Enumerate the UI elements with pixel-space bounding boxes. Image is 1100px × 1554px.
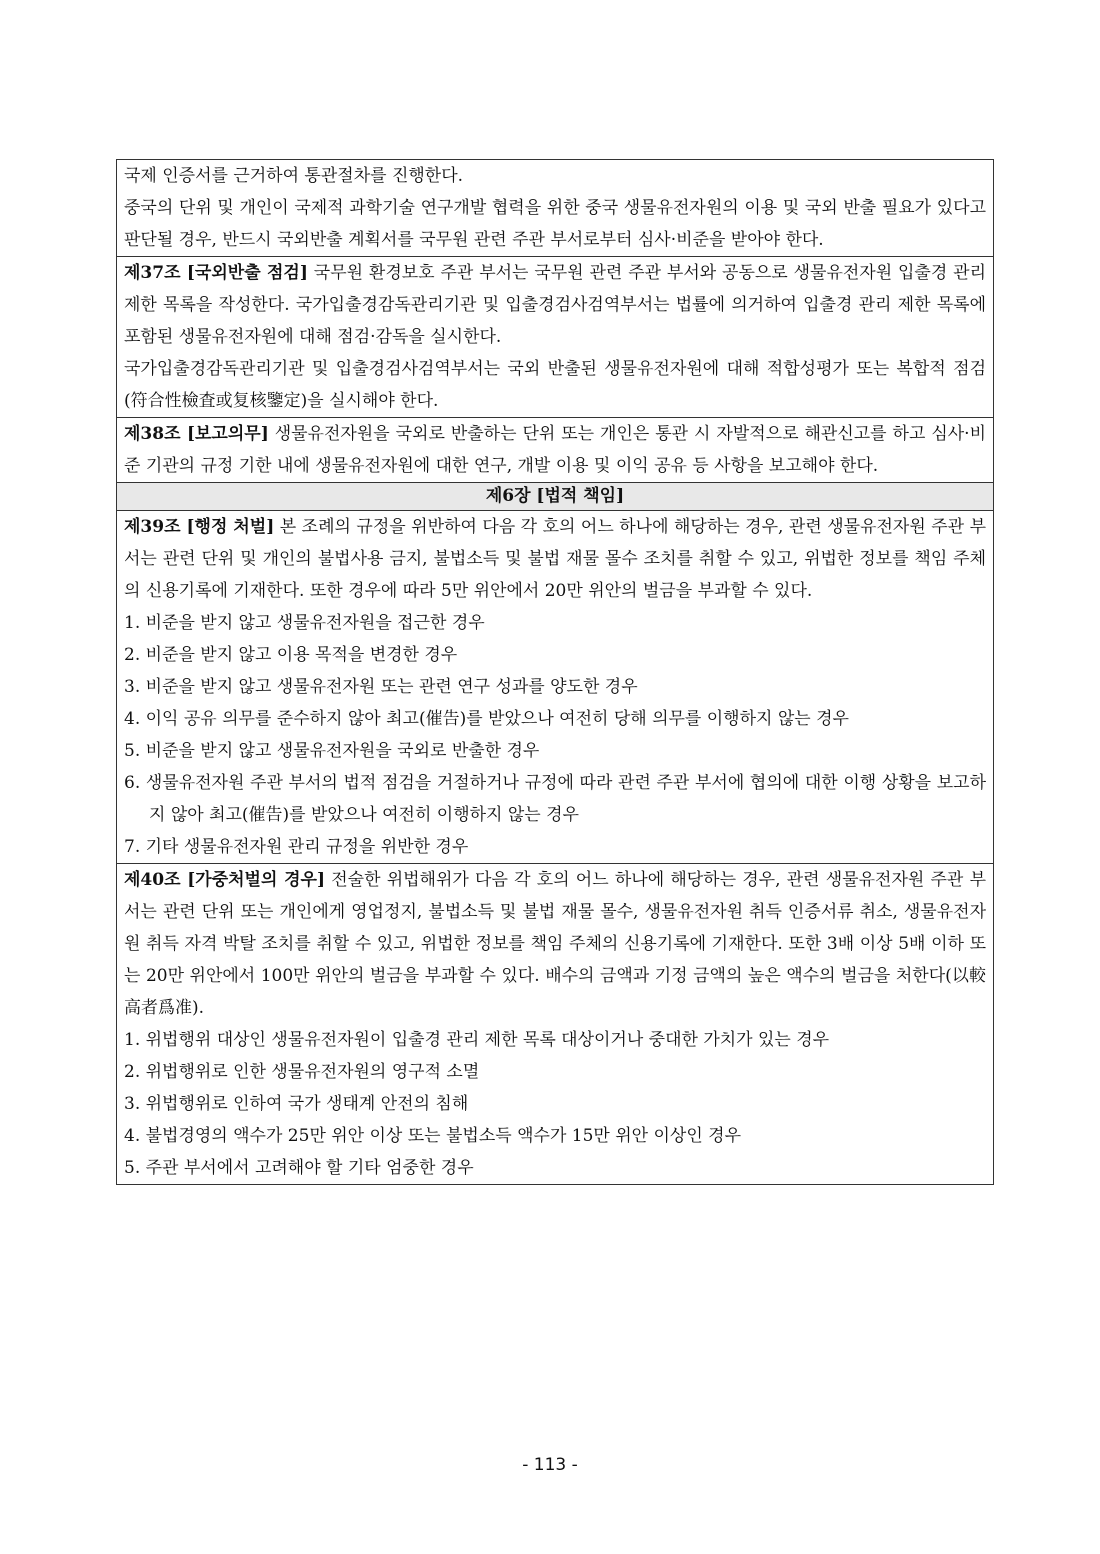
article-38-cell — [117, 418, 993, 483]
list-item: 4. 이익 공유 의무를 준수하지 않아 최고(催告)를 받았으나 여전히 당해 의무를 이행하지 않는 경우 — [124, 709, 849, 729]
article-40-list — [124, 1024, 986, 1184]
paragraph: 국제 인증서를 근거하여 통관절차를 진행한다. — [124, 166, 464, 186]
list-item: 2. 위법행위로 인한 생물유전자원의 영구적 소멸 — [124, 1062, 480, 1082]
article-37-body: 국무원 환경보호 주관 부서는 국무원 관련 주관 부서와 공동으로 생물유전자원 입출경 관리 제한 목록을 작성한다. 국가입출경감독관리기관 및 입출경검사검역부서는 법률에 의거하여 입출경 관리 제한 목록에 포함된 생물유전자원에 대해 점검·감독을 실시한다. — [124, 263, 986, 347]
article-37-paragraph-2: 국가입출경감독관리기관 및 입출경검사검역부서는 국외 반출된 생물유전자원에 대해 적합성평가 또는 복합적 점검(符合性檢査或复核鑒定)을 실시해야 한다. — [124, 359, 986, 411]
article-38-body: 생물유전자원을 국외로 반출하는 단위 또는 개인은 통관 시 자발적으로 해관신고를 하고 심사·비준 기관의 규정 기한 내에 생물유전자원에 대한 연구, 개발 이용 및 이익 공유 등 사항을 보고해야 한다. — [124, 424, 986, 476]
chapter-6-heading: 제6장 [법적 책임] — [117, 483, 993, 511]
list-item: 5. 비준을 받지 않고 생물유전자원을 국외로 반출한 경우 — [124, 741, 540, 761]
list-item: 2. 비준을 받지 않고 이용 목적을 변경한 경우 — [124, 645, 458, 665]
article-40-paragraph — [124, 864, 986, 1024]
article-39-paragraph — [124, 511, 986, 607]
regulation-table — [116, 159, 994, 1185]
continuation-cell — [117, 160, 993, 257]
page-number: - 113 - — [522, 1455, 578, 1475]
list-item: 5. 주관 부서에서 고려해야 할 기타 엄중한 경우 — [124, 1158, 474, 1178]
article-37-cell — [117, 257, 993, 418]
paragraph: 중국의 단위 및 개인이 국제적 과학기술 연구개발 협력을 위한 중국 생물유전자원의 이용 및 국외 반출 필요가 있다고 판단될 경우, 반드시 국외반출 계획서를 국무원 관련 주관 부서로부터 심사·비준을 받아야 한다. — [124, 198, 986, 250]
list-item: 6. 생물유전자원 주관 부서의 법적 점검을 거절하거나 규정에 따라 관련 주관 부서에 협의에 대한 이행 상황을 보고하지 않아 최고(催告)를 받았으나 여전히 이행하지 않는 경우 — [124, 773, 986, 825]
article-39-title: 제39조 [행정 처벌] — [124, 517, 275, 537]
list-item: 7. 기타 생물유전자원 관리 규정을 위반한 경우 — [124, 837, 469, 857]
article-38-title: 제38조 [보고의무] — [124, 424, 269, 444]
list-item: 4. 불법경영의 액수가 25만 위안 이상 또는 불법소득 액수가 15만 위안 이상인 경우 — [124, 1126, 741, 1146]
list-item: 1. 비준을 받지 않고 생물유전자원을 접근한 경우 — [124, 613, 485, 633]
article-40-title: 제40조 [가중처벌의 경우] — [124, 870, 326, 890]
article-39-list — [124, 607, 986, 863]
article-37-title: 제37조 [국외반출 점검] — [124, 263, 308, 283]
article-40-cell — [117, 864, 993, 1184]
list-item: 3. 비준을 받지 않고 생물유전자원 또는 관련 연구 성과를 양도한 경우 — [124, 677, 638, 697]
article-38-paragraph — [124, 418, 986, 482]
article-37-paragraph — [124, 257, 986, 353]
article-39-cell — [117, 511, 993, 864]
article-40-body: 전술한 위법해위가 다음 각 호의 어느 하나에 해당하는 경우, 관련 생물유전자원 주관 부서는 관련 단위 또는 개인에게 영업정지, 불법소득 및 불법 재물 몰수, 생물유전자원 취득 인증서류 취소, 생물유전자원 취득 자격 박탈 조치를 취할 수 있고, 위법한 정보를 책임 주체의 신용기록에 기재한다. 또한 3배 이상 5배 이하 또는 20만 위안에서 100만 위안의 벌금을 부과할 수 있다. 배수의 금액과 기정 금액의 높은 액수의 벌금을 처한다(以較高者爲准). — [124, 870, 986, 1018]
list-item: 1. 위법행위 대상인 생물유전자원이 입출경 관리 제한 목록 대상이거나 중대한 가치가 있는 경우 — [124, 1030, 830, 1050]
list-item: 3. 위법행위로 인하여 국가 생태계 안전의 침해 — [124, 1094, 469, 1114]
article-39-body: 본 조례의 규정을 위반하여 다음 각 호의 어느 하나에 해당하는 경우, 관련 생물유전자원 주관 부서는 관련 단위 및 개인의 불법사용 금지, 불법소득 및 불법 재물 몰수 조치를 취할 수 있고, 위법한 정보를 책임 주체의 신용기록에 기재한다. 또한 경우에 따라 5만 위안에서 20만 위안의 벌금을 부과할 수 있다. — [124, 517, 986, 601]
